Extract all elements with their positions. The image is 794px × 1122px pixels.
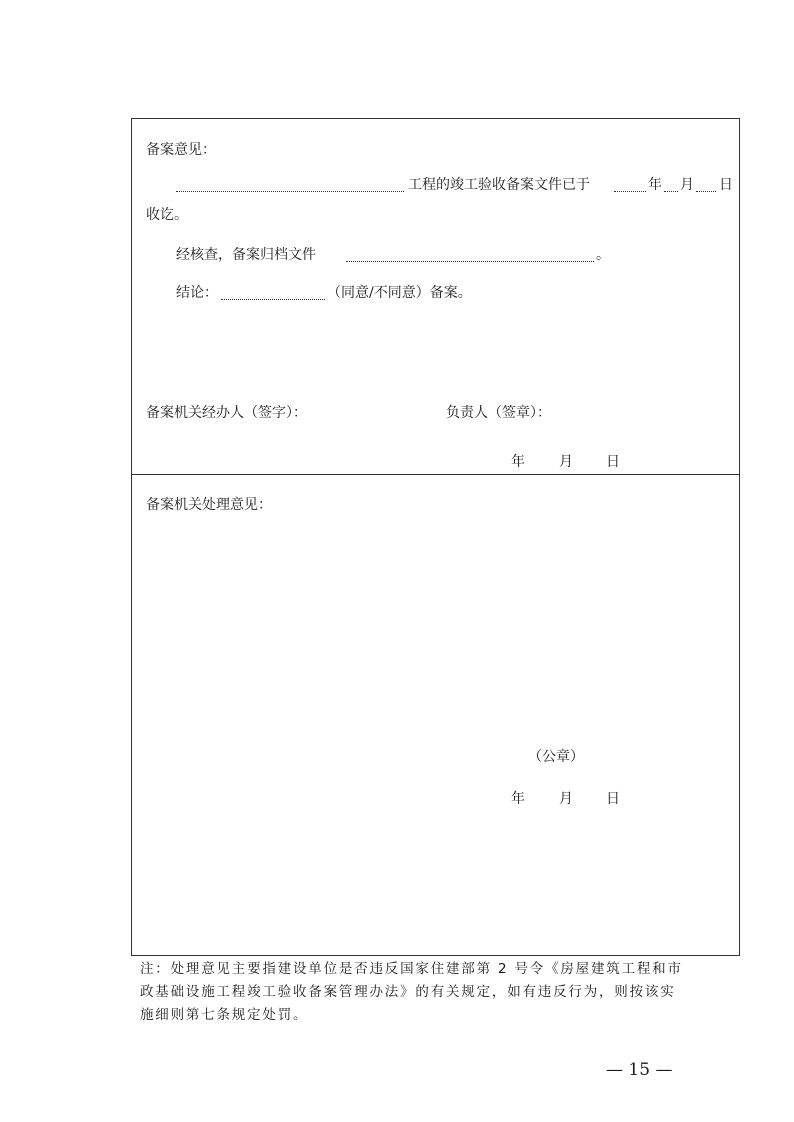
officer-signature-label: 备案机关经办人（签字）： <box>146 405 307 421</box>
footnote-line-2: 政基础设施工程竣工验收备案管理办法》的有关规定，如有违反行为，则按该实 <box>140 984 676 1000</box>
sign-date-month: 月 <box>559 454 573 470</box>
handling-opinion-section <box>131 474 740 956</box>
month-label: 月 <box>680 177 694 193</box>
archive-files-blank[interactable] <box>346 261 594 262</box>
handling-opinion-heading: 备案机关处理意见： <box>146 497 272 513</box>
check-text: 经核查，备案归档文件 <box>176 247 316 263</box>
day-blank[interactable] <box>696 191 716 192</box>
responsible-signature-label: 负责人（签章）： <box>446 405 551 421</box>
filing-line1-text: 工程的竣工验收备案文件已于 <box>408 177 590 193</box>
page-number: — 15 — <box>606 1060 673 1080</box>
day-label: 日 <box>719 177 733 193</box>
conclusion-text: （同意/不同意）备案。 <box>327 285 472 301</box>
year-label: 年 <box>648 177 662 193</box>
received-text: 收讫。 <box>146 207 188 223</box>
conclusion-blank[interactable] <box>221 299 325 300</box>
footnote-line-3: 施细则第七条规定处罚。 <box>140 1007 309 1023</box>
month-blank[interactable] <box>664 191 678 192</box>
official-seal-label: （公章） <box>528 749 584 765</box>
footnote-line-1: 注：处理意见主要指建设单位是否违反国家住建部第 2 号令《房屋建筑工程和市 <box>140 961 683 977</box>
sign-date-year: 年 <box>511 454 525 470</box>
year-blank[interactable] <box>614 191 646 192</box>
handling-date-day: 日 <box>606 791 620 807</box>
handling-date-year: 年 <box>511 791 525 807</box>
sign-date-day: 日 <box>606 454 620 470</box>
check-end: 。 <box>596 247 610 263</box>
project-name-blank[interactable] <box>176 191 404 192</box>
conclusion-label: 结论： <box>176 285 218 301</box>
footnote <box>140 958 700 1027</box>
filing-opinion-heading: 备案意见： <box>146 142 216 158</box>
handling-date-month: 月 <box>559 791 573 807</box>
